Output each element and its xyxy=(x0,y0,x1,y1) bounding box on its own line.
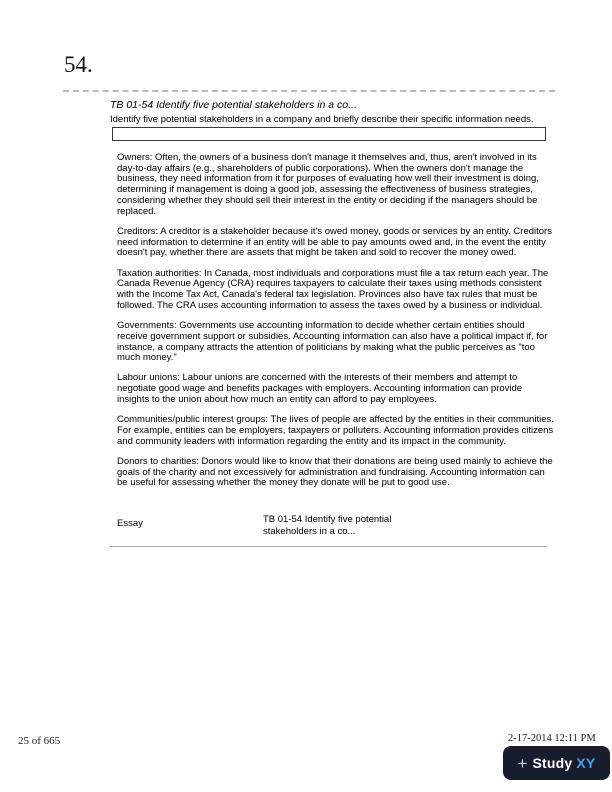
question-prompt: Identify five potential stakeholders in a company and briefly describe their specific information needs. xyxy=(110,114,534,125)
brand-name-xy: XY xyxy=(576,755,596,771)
print-timestamp: 2-17-2014 12:11 PM xyxy=(508,733,596,744)
answer-paragraph-labour-unions: Labour unions: Labour unions are concerned with the interests of their members and attempt to negotiate good wage and benefits packages with employers. Accounting information can provide insights to the union about how much an entity can afford to pay employees. xyxy=(117,372,523,405)
answer-paragraph-donors: Donors to charities: Donors would like to know that their donations are being used mainly to achieve the goals of the charity and not excessively for administration and fundraising. Accounting information can be useful for assessing whether the money they donate will be put to good use. xyxy=(117,455,553,489)
plus-icon: + xyxy=(517,753,528,773)
brand-name-study: Study xyxy=(532,755,573,771)
question-reference-line1: TB 01-54 Identify five potential xyxy=(263,514,392,525)
question-number: 54. xyxy=(64,52,93,77)
section-divider xyxy=(110,546,547,547)
answer-paragraph-governments: Governments: Governments use accounting information to decide whether certain entities should receive government support or subsidies. Accounting information can also have a political impact if, for instance, a company attracts the attention of politicians by making what the public perceives as "too much money." xyxy=(117,320,548,364)
answer-paragraph-owners: Owners: Often, the owners of a business don't manage it themselves and, thus, aren't involved in its day-to-day affairs (e.g., shareholders of public corporations). When the owners don't manage the business, they need information from it for purposes of evaluating how well their investment is doing, determining if management is doing a good job, assessing the effectiveness of business strategies, considering whether they should sell their interest in the entity or deciding if the managers should be replaced. xyxy=(117,152,539,217)
answer-paragraph-taxation: Taxation authorities: In Canada, most individuals and corporations must file a tax return each year. The Canada Revenue Agency (CRA) requires taxpayers to calculate their taxes using methods consistent with the Income Tax Act, Canada's federal tax legislation. Provinces also have tax rules that must be followed. The CRA uses accounting information to assess the taxes owed by a business or individual. xyxy=(117,267,549,311)
answer-paragraphs xyxy=(117,153,554,499)
answer-paragraph-communities: Communities/public interest groups: The lives of people are affected by the entities in their communities. For example, entities can be employers, taxpayers or polluters. Accounting information provides citizens and community leaders with information regarding the entity and its impact in the community. xyxy=(117,414,554,447)
question-reference-line2: stakeholders in a co... xyxy=(263,526,356,538)
studyxy-badge[interactable] xyxy=(503,746,610,780)
answer-paragraph-creditors: Creditors: A creditor is a stakeholder because it's owed money, goods or services by an entity. Creditors need information to determine if an entity will be able to pay amounts owed and, in the event the entity doesn't pay, whether there are assets that might be taken and sold to recover the money owed. xyxy=(117,225,552,259)
question-type-label: Essay xyxy=(117,518,143,529)
question-reference xyxy=(263,514,391,539)
dashed-divider xyxy=(63,90,555,92)
answer-input-box[interactable] xyxy=(112,127,546,141)
page-count: 25 of 665 xyxy=(18,735,61,747)
question-title: TB 01-54 Identify five potential stakeholders in a co... xyxy=(110,99,357,111)
